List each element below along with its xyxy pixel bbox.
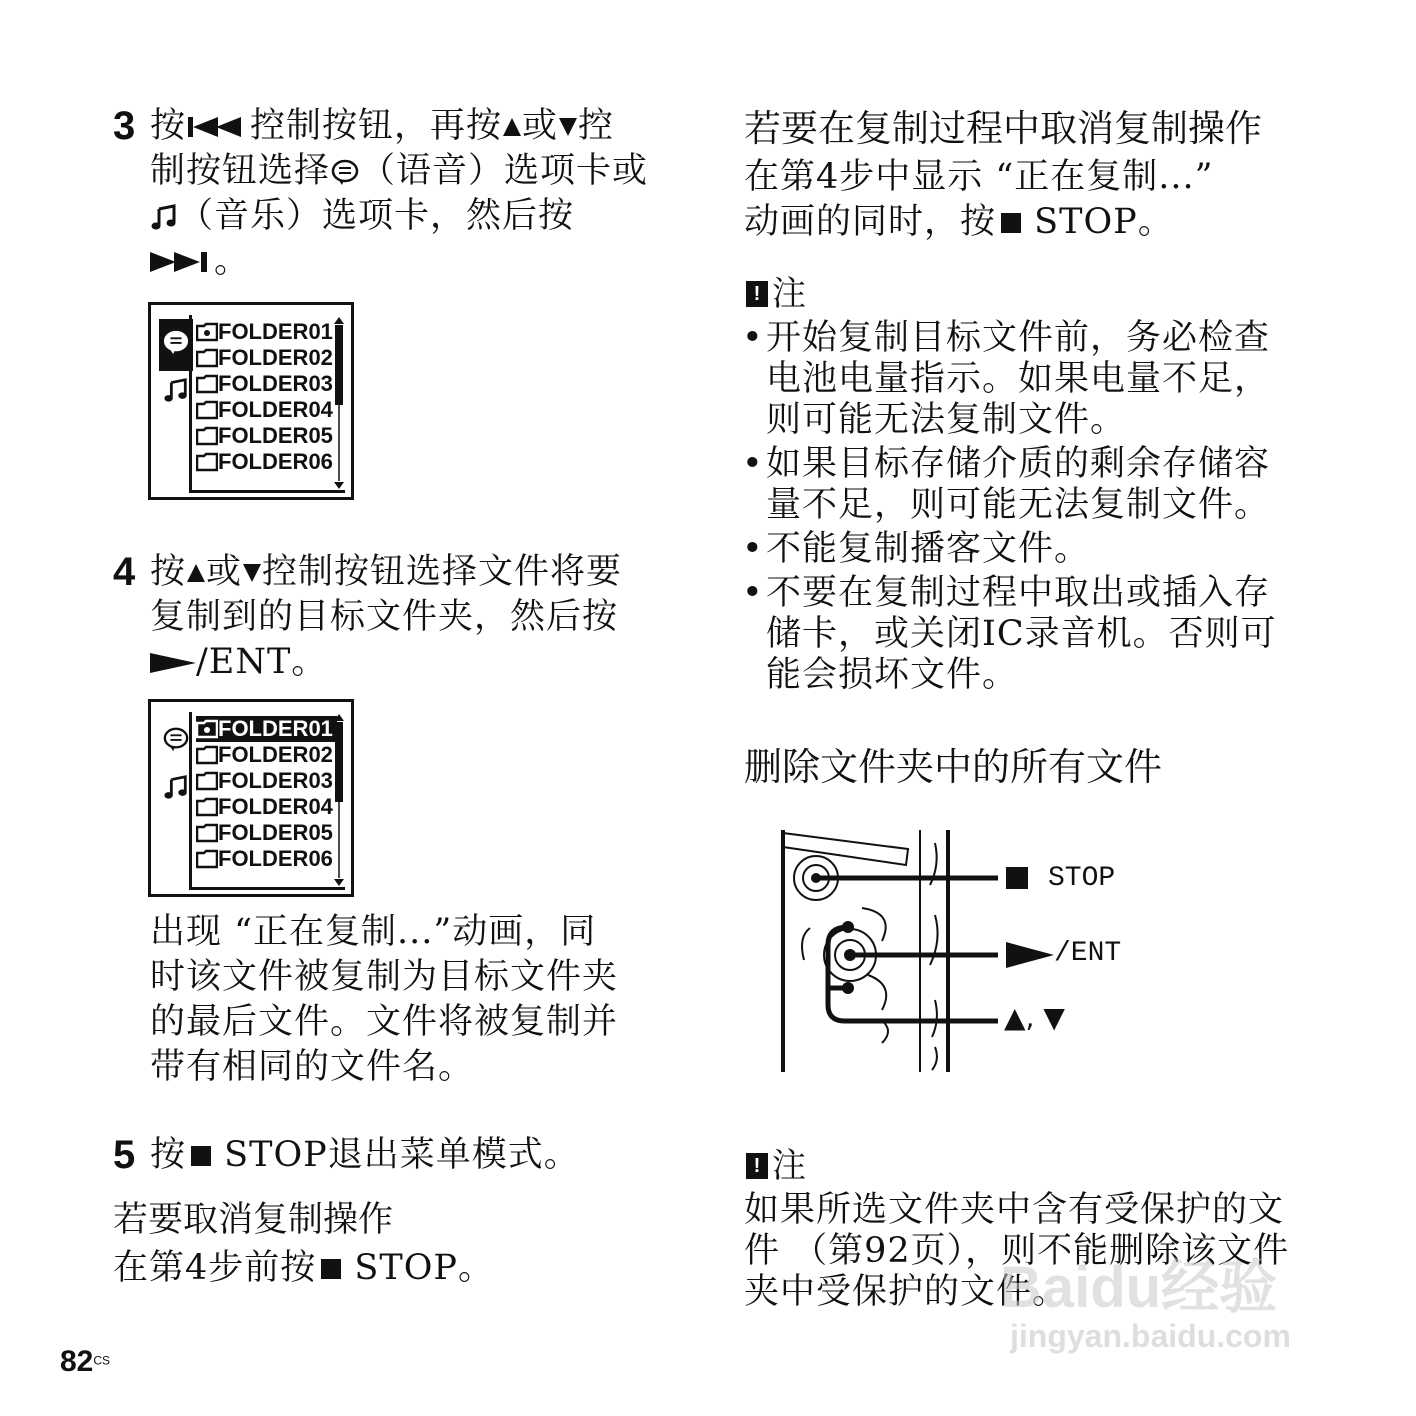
step-5-text: 按 STOP退出菜单模式。 (150, 1135, 580, 1175)
step-4-l3: /ENT。 (196, 642, 328, 682)
folder-icon (196, 400, 218, 420)
down-triangle-icon (242, 562, 262, 584)
folder-list-2 (189, 712, 345, 890)
note-item: • 如果目标存储介质的剩余存储容 量不足，则可能无法复制文件。 (742, 444, 1277, 526)
folder-current-icon (196, 322, 218, 342)
folder-row[interactable]: FOLDER05 (196, 423, 333, 449)
step-3-l1c: 或 (522, 106, 559, 146)
step-4-l1a: 按 (150, 552, 187, 592)
cancel-copy-text: 在第4步前按 STOP。 (113, 1248, 494, 1288)
up-triangle-icon (186, 562, 206, 584)
step-4-number: 4 (113, 550, 136, 594)
voice-tab-icon (162, 329, 190, 355)
music-tab-icon (150, 203, 178, 231)
display-screen-1 (148, 302, 354, 500)
note-item: • 不要在复制过程中取出或插入存 储卡，或关闭IC录音机。否则可 能会损坏文件。 (742, 573, 1277, 696)
cancel-copy-heading: 若要取消复制操作 (113, 1200, 394, 1240)
step-3-l2b: （语音）选项卡或 (360, 151, 649, 191)
folder-icon (196, 823, 218, 843)
step-3-l2a: 制按钮选择 (150, 151, 331, 191)
stop-icon (1000, 212, 1022, 234)
step-3-number: 3 (113, 104, 136, 148)
folder-row[interactable]: FOLDER02 (196, 345, 333, 371)
folder-icon (196, 452, 218, 472)
updown-label: ▲, ▼ (1004, 1001, 1065, 1034)
note-icon: ! (746, 281, 768, 307)
voice-tab-icon (330, 158, 360, 186)
step-3-l4: 。 (214, 241, 251, 281)
next-track-icon (150, 249, 214, 275)
up-triangle-icon (502, 116, 522, 138)
folder-row[interactable]: FOLDER03 (196, 768, 337, 794)
folder-icon (196, 348, 218, 368)
folder-list-1 (189, 315, 345, 493)
note-item: • 不能复制播客文件。 (742, 529, 1277, 570)
stop-icon (1006, 867, 1028, 889)
watermark-logo: Baidu经验 (1000, 1255, 1278, 1320)
play-enter-icon (1006, 942, 1054, 968)
stop-icon (190, 1145, 212, 1167)
folder-icon (196, 745, 218, 765)
folder-row[interactable]: FOLDER01 (196, 319, 333, 345)
stop-icon (320, 1258, 342, 1280)
note-list-1 (742, 318, 1277, 696)
step-4-text (150, 550, 622, 685)
music-tab-icon (163, 774, 189, 800)
step-5-number: 5 (113, 1133, 136, 1177)
stop-label: STOP (1048, 863, 1116, 894)
scrollbar[interactable] (332, 714, 346, 886)
folder-icon (196, 797, 218, 817)
step-3-l3: （音乐）选项卡，然后按 (178, 196, 575, 236)
note-item: • 开始复制目标文件前，务必检查 电池电量指示。如果电量不足， 则可能无法复制文件。 (742, 318, 1277, 441)
folder-row[interactable]: FOLDER05 (196, 820, 337, 846)
step-4-l2: 复制到的目标文件夹，然后按 (150, 597, 619, 637)
page-number: $82^{CS}$ (60, 1345, 111, 1378)
down-triangle-icon (558, 116, 578, 138)
note-icon: ! (746, 1153, 768, 1179)
watermark-url: jingyan.baidu.com (1010, 1318, 1291, 1354)
folder-row[interactable]: FOLDER02 (196, 742, 337, 768)
prev-track-icon (188, 114, 248, 140)
folder-row-selected[interactable]: FOLDER01 (196, 716, 337, 742)
folder-icon (196, 849, 218, 869)
folder-row[interactable]: FOLDER06 (196, 449, 333, 475)
step-4-l1b: 或 (206, 552, 243, 592)
folder-row[interactable]: FOLDER06 (196, 846, 337, 872)
folder-row[interactable]: FOLDER03 (196, 371, 333, 397)
section-title: 删除文件夹中的所有文件 (744, 745, 1163, 789)
music-tab-icon (163, 377, 189, 403)
display-screen-2 (148, 699, 354, 897)
folder-icon (196, 426, 218, 446)
folder-row[interactable]: FOLDER04 (196, 397, 333, 423)
step-3-l1d: 控 (578, 106, 615, 146)
note-heading-2: ! 注 (746, 1145, 806, 1187)
note-text-2: 如果所选文件夹中含有受保护的文 件 （第92页），则不能删除该文件 夹中受保护的文件。 (744, 1190, 1290, 1312)
step-3-l1b: 控制按钮，再按 (250, 106, 503, 146)
cancel-during-copy-text: 在第4步中显示 “正在复制...” 动画的同时，按 STOP。 (744, 157, 1214, 242)
ent-label: /ENT (1054, 938, 1122, 969)
play-enter-icon (150, 650, 196, 676)
step-4-l1c: 控制按钮选择文件将要 (262, 552, 623, 592)
folder-icon (196, 771, 218, 791)
note-heading-1: ! 注 (746, 273, 806, 315)
voice-tab-icon (162, 726, 190, 752)
step-3-text (150, 104, 648, 284)
copy-description: 出现 “正在复制...”动画，同 时该文件被复制为目标文件夹 的最后文件。文件将被复制并 带有相同的文件名。 (150, 912, 619, 1087)
folder-row[interactable]: FOLDER04 (196, 794, 337, 820)
cancel-during-copy-heading: 若要在复制过程中取消复制操作 (744, 107, 1262, 150)
scrollbar[interactable] (332, 317, 346, 489)
folder-current-icon (196, 719, 218, 739)
folder-icon (196, 374, 218, 394)
step-3-l1a: 按 (150, 106, 187, 146)
